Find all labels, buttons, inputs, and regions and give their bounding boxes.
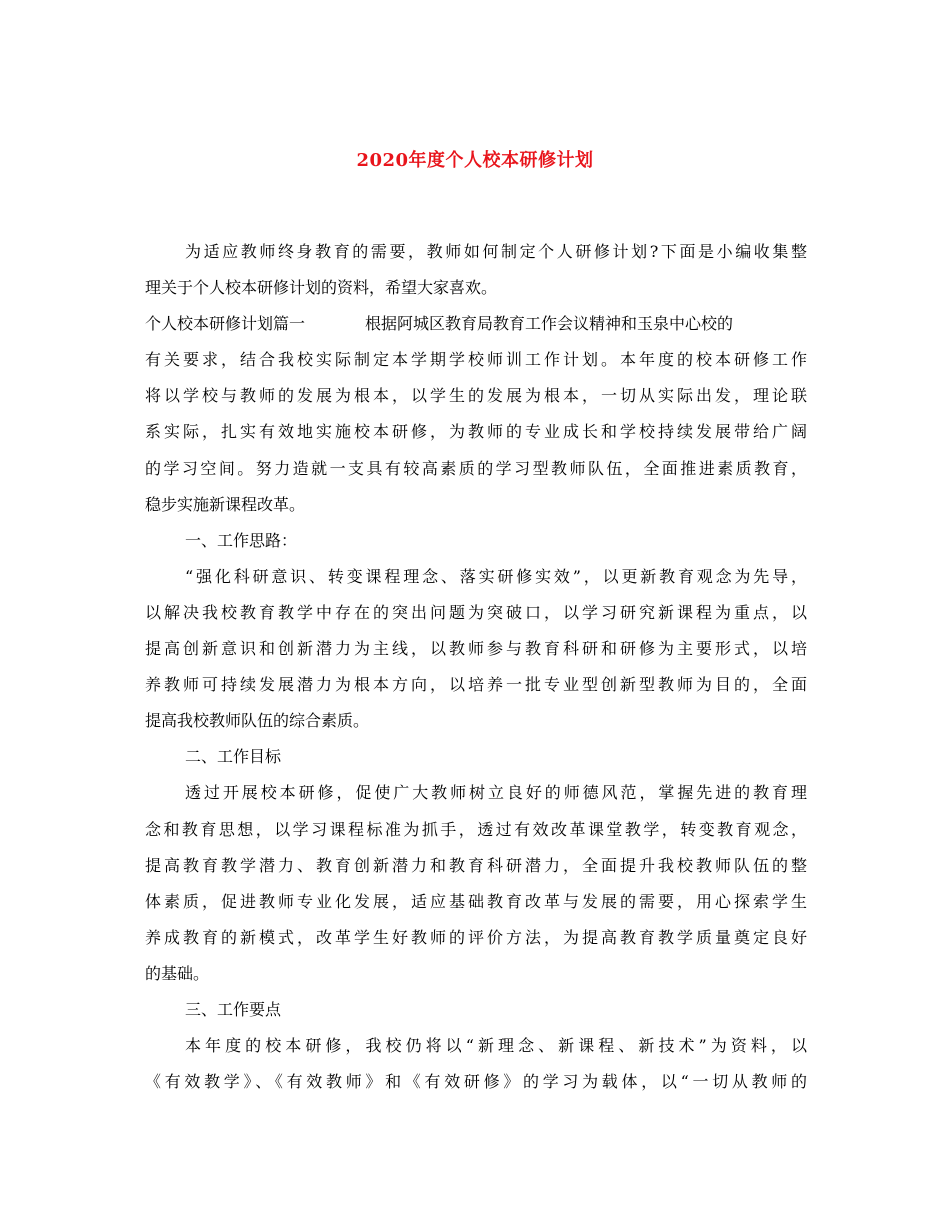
document-title: 2020年度个人校本研修计划 [356,150,594,171]
paragraph-line: 稳步实施新课程改革。 [145,494,306,514]
paragraph-line: 养教师可持续发展潜力为根本方向，以培养一批专业型创新型教师为目的，全面 [145,675,807,695]
paragraph-line: 本年度的校本研修，我校仍将以“新理念、新课程、新技术”为资料，以 [185,1036,807,1056]
section-heading: 三、工作要点 [185,999,282,1019]
paragraph-line: 提高我校教师队伍的综合素质。 [145,711,370,731]
paragraph-line: 根据阿城区教育局教育工作会议精神和玉泉中心校的 [365,314,734,334]
paragraph-line: 提高教育教学潜力、教育创新潜力和教育科研潜力，全面提升我校教师队伍的整 [145,855,807,875]
section-heading: 个人校本研修计划篇一 [145,314,306,334]
paragraph-line: 透过开展校本研修，促使广大教师树立良好的师德风范，掌握先进的教育理 [185,783,807,803]
paragraph-line: 《有效教学》、《有效教师》和《有效研修》的学习为载体，以“一切从教师的 [145,1072,807,1092]
paragraph-line: 的学习空间。努力造就一支具有较高素质的学习型教师队伍，全面推进素质教育， [145,458,807,478]
section-heading-line [145,306,807,342]
section-heading: 二、工作目标 [185,747,282,767]
paragraph-line: 为适应教师终身教育的需要，教师如何制定个人研修计划?下面是小编收集整 [185,242,807,261]
section-heading: 一、工作思路： [185,530,298,550]
paragraph-line: 有关要求，结合我校实际制定本学期学校师训工作计划。本年度的校本研修工作 [145,350,807,370]
paragraph-line: 体素质，促进教师专业化发展，适应基础教育改革与发展的需要，用心探索学生 [145,891,807,911]
paragraph-line: “强化科研意识、转变课程理念、落实研修实效”，以更新教育观念为先导， [185,566,807,586]
paragraph-line: 的基础。 [145,963,210,983]
paragraph-line: 以解决我校教育教学中存在的突出问题为突破口，以学习研究新课程为重点，以 [145,602,807,622]
paragraph-line: 理关于个人校本研修计划的资料，希望大家喜欢。 [145,278,498,298]
document-body [145,234,807,1100]
paragraph-line: 养成教育的新模式，改革学生好教师的评价方法，为提高教育教学质量奠定良好 [145,927,807,947]
paragraph-line: 念和教育思想，以学习课程标准为抓手，透过有效改革课堂教学，转变教育观念， [145,819,807,839]
paragraph-line: 将以学校与教师的发展为根本，以学生的发展为根本，一切从实际出发，理论联 [145,386,807,406]
paragraph-line: 提高创新意识和创新潜力为主线，以教师参与教育科研和研修为主要形式，以培 [145,639,807,659]
paragraph-line: 系实际，扎实有效地实施校本研修，为教师的专业成长和学校持续发展带给广阔 [145,422,807,442]
